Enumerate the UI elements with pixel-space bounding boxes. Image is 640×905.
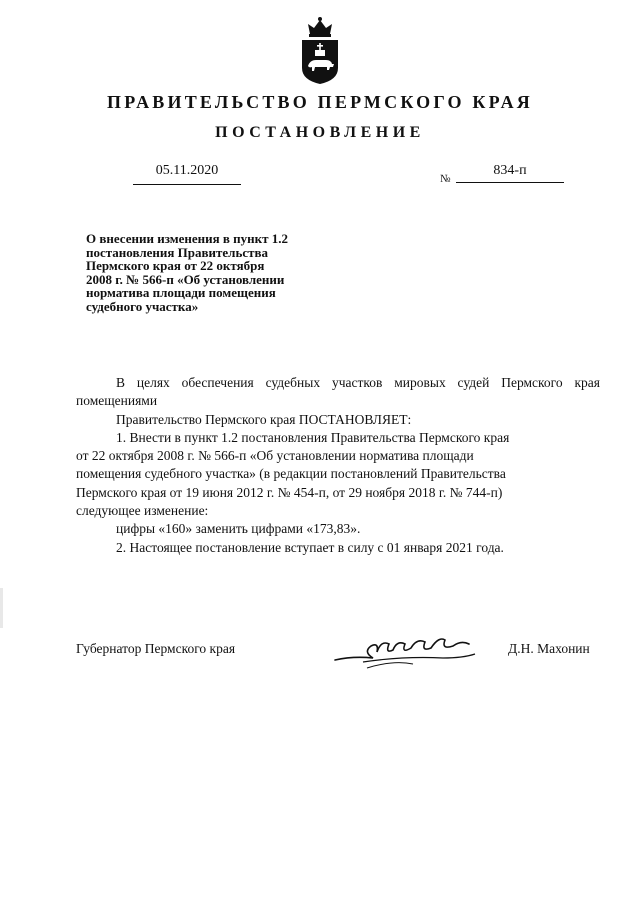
government-title: ПРАВИТЕЛЬСТВО ПЕРМСКОГО КРАЯ	[107, 92, 533, 112]
subject-line: судебного участка»	[86, 298, 199, 314]
document-date: 05.11.2020	[133, 164, 241, 185]
handwritten-signature	[333, 628, 479, 672]
subject-line: постановления Правительства	[86, 244, 268, 260]
item1-line: Пермского края от 19 июня 2012 г. № 454-п, от 29 ноября 2018 г. № 744-п)	[76, 484, 503, 500]
coat-of-arms-icon	[298, 14, 342, 86]
intro-paragraph: В целях обеспечения судебных участков мировых судей Пермского края помещениями	[76, 375, 600, 409]
subject-line: норматива площади помещения	[86, 285, 276, 300]
number-sign: №	[440, 173, 451, 185]
scan-artifact	[0, 588, 3, 628]
signatory-role: Губернатор Пермского края	[76, 641, 236, 656]
decree-paragraph: Правительство Пермского края ПОСТАНОВЛЯЕТ:	[116, 411, 412, 427]
document-number: 834-п	[456, 164, 564, 183]
item1-line: от 22 октября 2008 г. № 566-п «Об установлении норматива площади	[76, 448, 474, 464]
item1-line: помещения судебного участка» (в редакции постановлений Правительства	[76, 466, 506, 482]
item1-change: цифры «160» заменить цифрами «173,83».	[116, 521, 361, 537]
item2-paragraph: 2. Настоящее постановление вступает в силу с 01 января 2021 года.	[116, 539, 504, 555]
document-subject	[86, 232, 326, 313]
signatory-name: Д.Н. Махонин	[508, 641, 590, 656]
item1-line: следующее изменение:	[76, 503, 209, 519]
subject-line: Пермского края от 22 октября	[86, 258, 265, 273]
subject-line: О внесении изменения в пункт 1.2	[86, 231, 289, 246]
subject-line: 2008 г. № 566-п «Об установлении	[86, 271, 285, 287]
document-type: ПОСТАНОВЛЕНИЕ	[215, 124, 425, 141]
document-body	[76, 374, 600, 557]
item1-line: 1. Внести в пункт 1.2 постановления Правительства Пермского края	[116, 429, 510, 445]
